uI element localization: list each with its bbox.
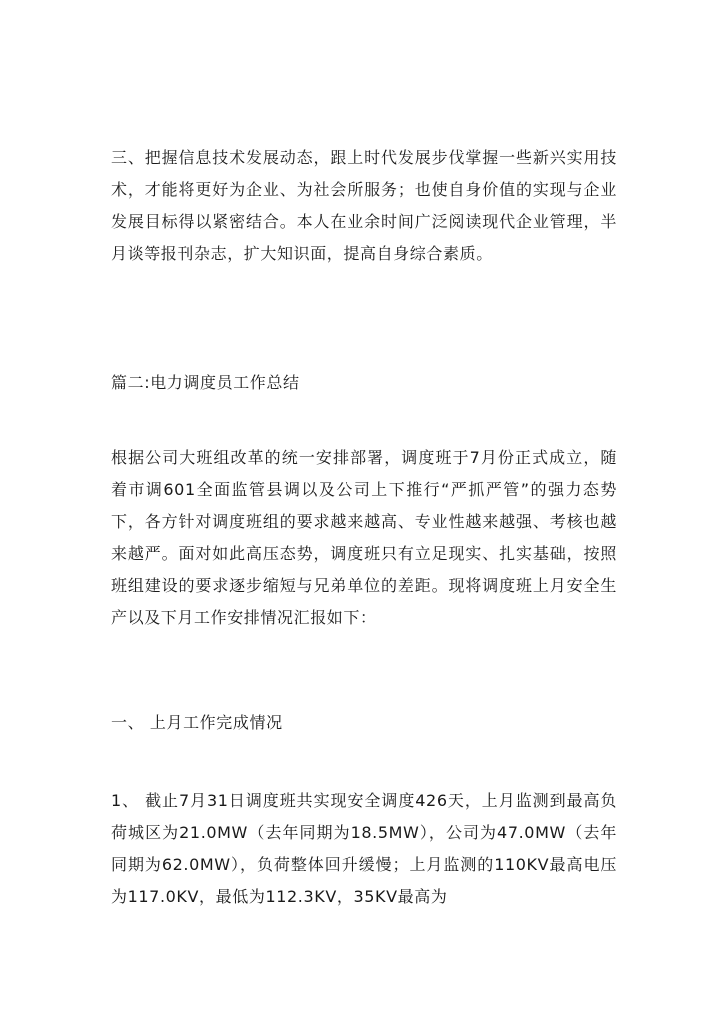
paragraph-2: 根据公司大班组改革的统一安排部署，调度班于7月份正式成立，随着市调601全面监管县调以及公司上下推行“严抓严管”的强力态势下，各方针对调度班组的要求越来越高、专业性越来越强、考核也越来越严。面对如此高压态势，调度班只有立足现实、扎实基础，按照班组建设的要求逐步缩短与兄弟单位的差距。现将调度班上月安全生产以及下月工作安排情况汇报如下：: [111, 448, 617, 627]
paragraph-1: 三、把握信息技术发展动态，跟上时代发展步伐掌握一些新兴实用技术，才能将更好为企业、为社会所服务；也使自身价值的实现与企业发展目标得以紧密结合。本人在业余时间广泛阅读现代企业管理，半月谈等报刊杂志，扩大知识面，提高自身综合素质。: [111, 148, 617, 263]
subheading: 一、 上月工作完成情况: [111, 713, 283, 732]
paragraph-3: 1、 截止7月31日调度班共实现安全调度426天，上月监测到最高负荷城区为21.0MW（去年同期为18.5MW），公司为47.0MW（去年同期为62.0MW），负荷整体回升缓慢；上月监测的110KV最高电压为117.0KV，最低为112.3KV，35KV最高为: [111, 791, 617, 906]
section-title: 篇二:电力调度员工作总结: [111, 373, 300, 392]
